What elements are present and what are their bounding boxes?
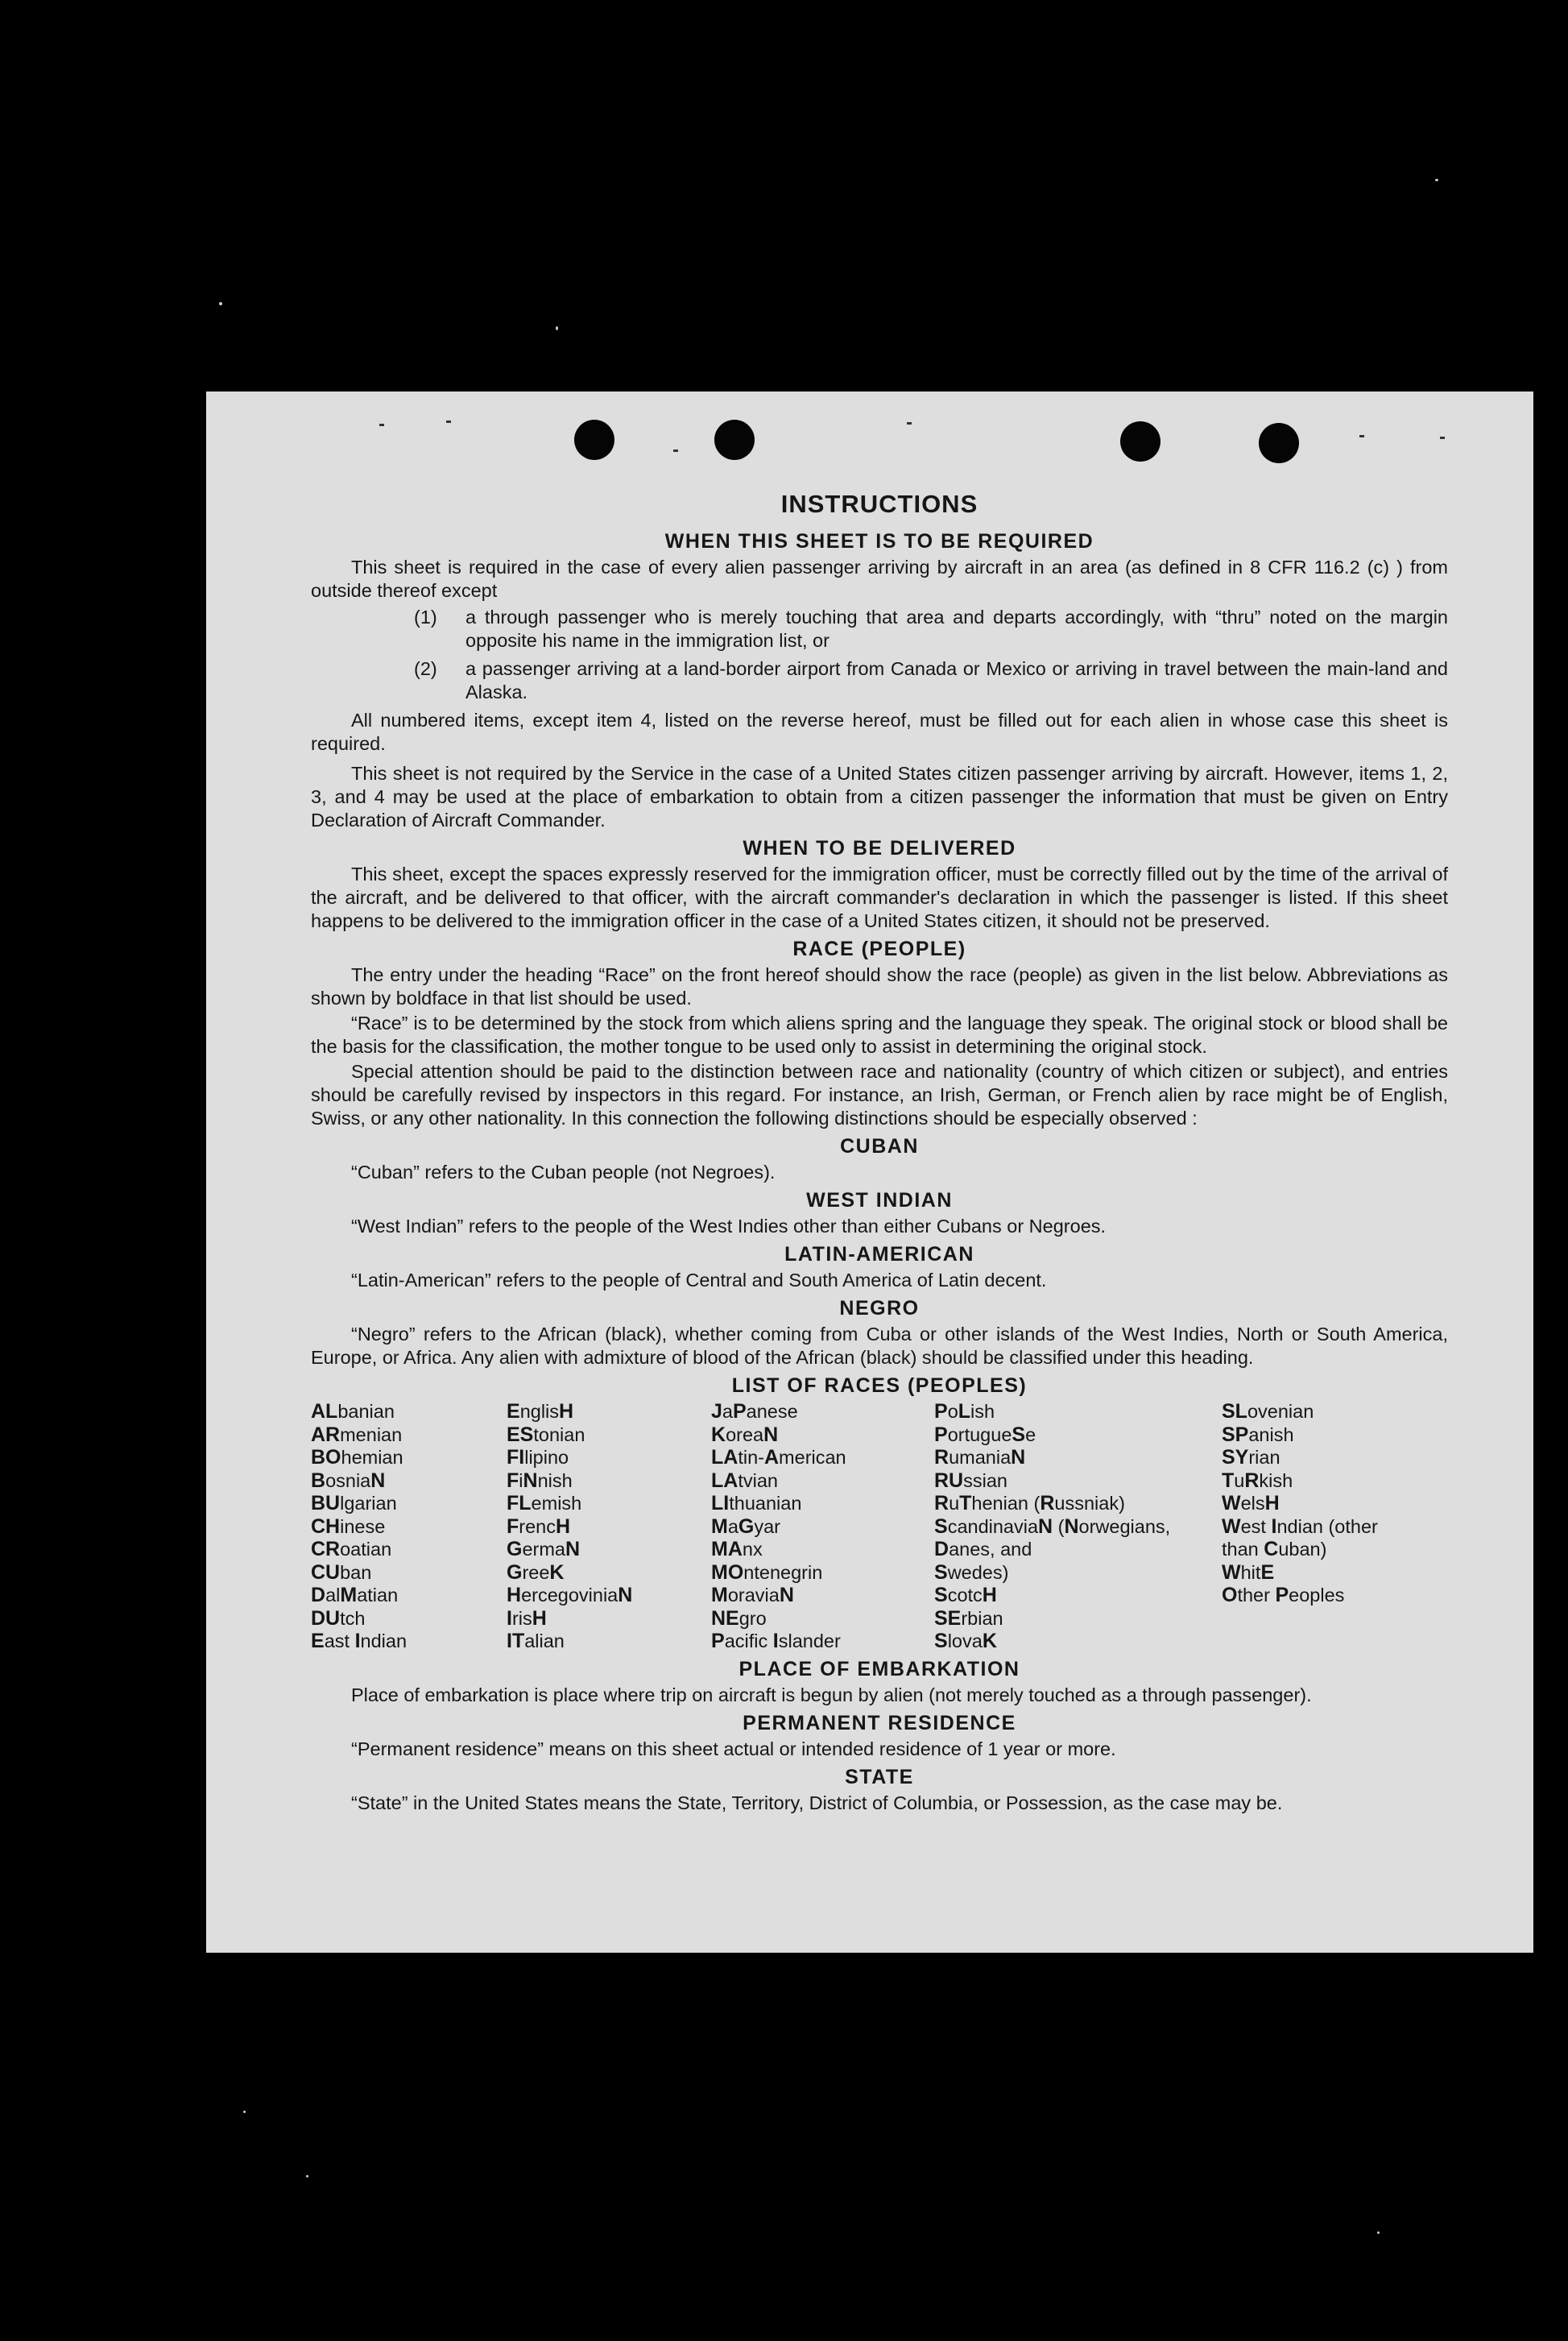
race-entry: FIlipino [507, 1446, 569, 1469]
instructions-content [311, 488, 1448, 1817]
punch-hole [574, 420, 614, 460]
paper-mark [379, 424, 384, 426]
latin-american-paragraph: “Latin-American” refers to the people of Central and South America of Latin decent. [351, 1270, 1047, 1291]
race-entry: ScotcH [934, 1584, 997, 1606]
residence-paragraph: “Permanent residence” means on this sheet actual or intended residence of 1 year or more. [351, 1738, 1116, 1759]
race-entry: NEgro [711, 1606, 767, 1630]
race-entry: SlovaK [934, 1630, 997, 1652]
race-entry: JaPanese [711, 1400, 798, 1423]
race-entry: BOhemian [311, 1446, 403, 1469]
scan-speck [219, 302, 222, 305]
race-entry: than Cuban) [1222, 1538, 1327, 1560]
race-entry: Other Peoples [1222, 1584, 1345, 1606]
race-entry: SLovenian [1222, 1400, 1314, 1423]
delivery-paragraph: This sheet, except the spaces expressly reserved for the immigration officer, must be correctly filled out by the time of the arrival of the aircraft, and be delivered to that officer, with the aircraft commander's declaration in which the passenger is listed. If this sheet happens to be delivered to the immigration officer in the case of a United States citizen, it should not be preserved. [311, 864, 1448, 931]
race-entry: ALbanian [311, 1400, 395, 1423]
exception-number: (1) [414, 607, 437, 628]
race-entry: SYrian [1222, 1446, 1280, 1469]
race-entry: DUtch [311, 1606, 366, 1630]
race-paragraph-2: “Race” is to be determined by the stock from which aliens spring and the language they speak. The original stock or blood shall be the basis for the classification, the mother tongue to be used only to assist in determining the original stock. [311, 1013, 1448, 1057]
race-entry: DalMatian [311, 1584, 399, 1606]
race-entry: ITalian [507, 1630, 565, 1652]
race-entry: EStonian [507, 1423, 585, 1446]
race-entry: RUssian [934, 1469, 1007, 1492]
embarkation-paragraph: Place of embarkation is place where trip on aircraft is begun by alien (not merely touched as a through passenger). [351, 1684, 1312, 1705]
punch-hole [1259, 423, 1299, 463]
race-entry: FLemish [507, 1492, 582, 1514]
race-entry: Danes, and [934, 1538, 1032, 1560]
heading-when-delivered: WHEN TO BE DELIVERED [743, 837, 1016, 860]
exception-number: (2) [414, 658, 437, 679]
race-entry: KoreaN [711, 1423, 779, 1446]
punch-hole [714, 420, 755, 460]
race-entry: PortugueSe [934, 1423, 1036, 1446]
race-entry: LAtin-American [711, 1446, 846, 1469]
race-entry: FiNnish [507, 1469, 573, 1492]
race-entry: BUlgarian [311, 1492, 397, 1514]
instruction-sheet [206, 392, 1533, 1953]
race-entry: PoLish [934, 1400, 995, 1423]
paper-mark [446, 421, 451, 423]
cuban-paragraph: “Cuban” refers to the Cuban people (not Negroes). [351, 1162, 776, 1183]
scan-speck [1435, 179, 1438, 181]
negro-paragraph: “Negro” refers to the African (black), whether coming from Cuba or other islands of the West Indies, North or South America, Europe, or Africa. Any alien with admixture of blood of the African (black) should be classified under this heading. [311, 1324, 1448, 1368]
heading-race: RACE (PEOPLE) [792, 938, 966, 960]
paper-mark [1359, 435, 1364, 437]
race-entry: LIthuanian [711, 1492, 802, 1514]
race-list [311, 1400, 1448, 1653]
required-intro: This sheet is required in the case of every alien passenger arriving by aircraft in an area (as defined in 8 CFR 116.2 (c) ) from outside thereof except [311, 557, 1448, 601]
heading-cuban: CUBAN [840, 1135, 919, 1158]
race-entry: MoraviaN [711, 1584, 794, 1606]
race-entry: SPanish [1222, 1423, 1294, 1446]
race-column [1222, 1400, 1448, 1653]
page-title: INSTRUCTIONS [780, 490, 978, 518]
heading-when-required: WHEN THIS SHEET IS TO BE REQUIRED [664, 530, 1094, 553]
race-entry: Pacific Islander [711, 1630, 841, 1652]
citizen-paragraph: This sheet is not required by the Service in the case of a United States citizen passenger arriving by aircraft. However, items 1, 2, 3, and 4 may be used at the place of embarkation to obtain from a citizen passenger the information that must be given on Entry Declaration of Aircraft Commander. [311, 763, 1448, 831]
punch-hole [1120, 421, 1160, 462]
race-entry: CHinese [311, 1514, 386, 1538]
race-entry: GreeK [507, 1560, 565, 1584]
race-entry: GermaN [507, 1538, 581, 1560]
race-paragraph-3: Special attention should be paid to the distinction between race and nationality (country of which citizen or subject), and entries should be carefully revised by inspectors in this regard. For instance, an Irish, German, or French alien by race might be of English, Swiss, or any other nationality. In this connection the following distinctions should be especially observed : [311, 1061, 1448, 1129]
race-entry: HercegoviniaN [507, 1584, 633, 1606]
race-column [507, 1400, 711, 1653]
race-entry: East Indian [311, 1630, 408, 1652]
west-indian-paragraph: “West Indian” refers to the people of the West Indies other than either Cubans or Negroes. [351, 1216, 1107, 1237]
heading-permanent-residence: PERMANENT RESIDENCE [743, 1711, 1016, 1734]
scan-speck [243, 2111, 246, 2113]
race-entry: TuRkish [1222, 1469, 1293, 1492]
race-entry: WhitE [1222, 1560, 1275, 1584]
race-entry: ScandinaviaN (Norwegians, [934, 1514, 1171, 1538]
paper-mark [907, 422, 912, 425]
scan-speck [306, 2175, 308, 2177]
race-entry: MOntenegrin [711, 1560, 823, 1584]
race-entry: IrisH [507, 1606, 547, 1630]
race-entry: FrencH [507, 1514, 571, 1538]
heading-west-indian: WEST INDIAN [806, 1189, 953, 1212]
race-entry: BosniaN [311, 1469, 386, 1492]
race-entry: LAtvian [711, 1469, 778, 1492]
heading-negro: NEGRO [839, 1297, 920, 1320]
state-paragraph: “State” in the United States means the State, Territory, District of Columbia, or Possession, as the case may be. [351, 1792, 1283, 1813]
race-column [934, 1400, 1222, 1653]
race-entry: RuThenian (Russniak) [934, 1492, 1125, 1514]
heading-list-of-races: LIST OF RACES (PEOPLES) [731, 1374, 1028, 1397]
exception-text: a passenger arriving at a land-border airport from Canada or Mexico or arriving in travel between the main-land and Alaska. [465, 658, 1448, 702]
scan-speck [1377, 2231, 1380, 2234]
race-paragraph-1: The entry under the heading “Race” on the front hereof should show the race (people) as given in the list below. Abbreviations as shown by boldface in that list should be used. [311, 964, 1448, 1009]
race-entry: WelsH [1222, 1492, 1280, 1514]
race-entry: MAnx [711, 1538, 763, 1560]
exception-text: a through passenger who is merely touching that area and departs accordingly, with “thru” noted on the margin opposite his name in the immigration list, or [465, 607, 1448, 651]
race-entry: CUban [311, 1560, 372, 1584]
race-entry: RumaniaN [934, 1446, 1026, 1469]
race-entry: Swedes) [934, 1560, 1009, 1584]
scan-speck [556, 326, 558, 330]
heading-latin-american: LATIN-AMERICAN [784, 1243, 974, 1266]
exception-item [311, 606, 1448, 653]
heading-place-of-embarkation: PLACE OF EMBARKATION [738, 1657, 1020, 1680]
race-column [311, 1400, 507, 1653]
race-entry: West Indian (other [1222, 1514, 1378, 1538]
numbered-items-paragraph: All numbered items, except item 4, listed on the reverse hereof, must be filled out for each alien in whose case this sheet is required. [311, 710, 1448, 754]
race-entry: MaGyar [711, 1514, 781, 1538]
paper-mark [673, 450, 678, 452]
heading-state: STATE [845, 1765, 914, 1788]
race-entry: ARmenian [311, 1423, 403, 1446]
paper-mark [1440, 437, 1445, 439]
race-column [711, 1400, 934, 1653]
race-entry: SErbian [934, 1606, 1003, 1630]
race-entry: EnglisH [507, 1400, 574, 1423]
exception-item [311, 657, 1448, 704]
race-entry: CRoatian [311, 1538, 392, 1560]
